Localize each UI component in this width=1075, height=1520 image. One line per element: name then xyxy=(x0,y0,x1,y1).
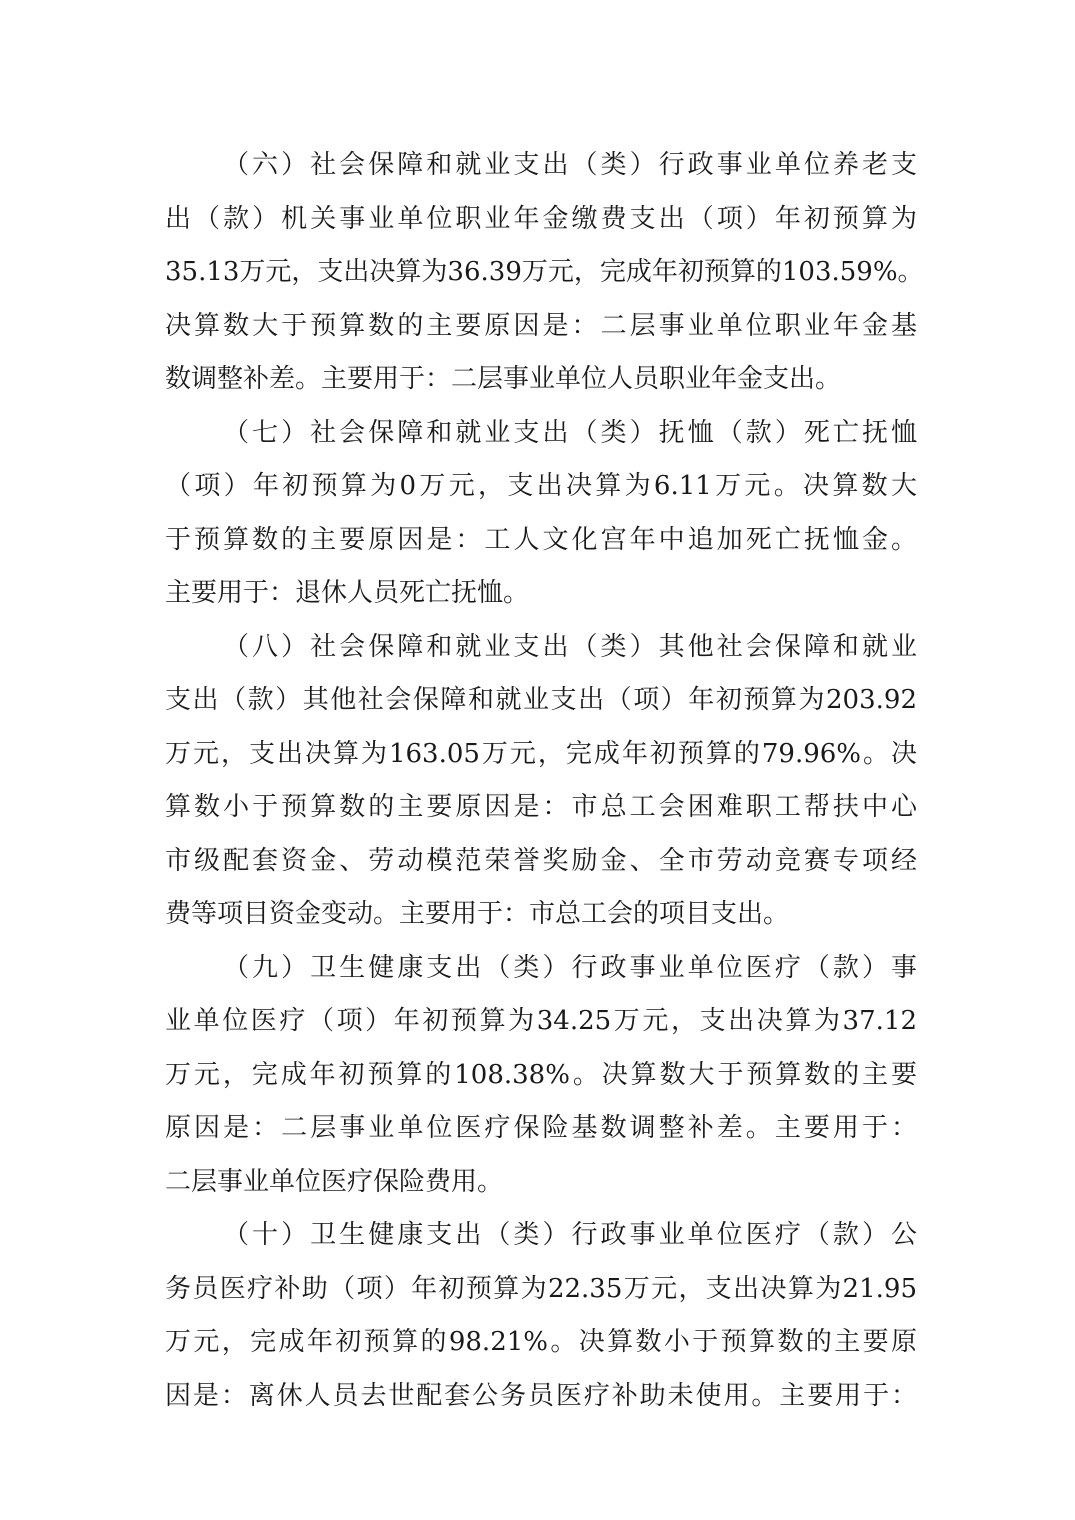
text-line: 万元，完成年初预算的98.21%。决算数小于预算数的主要原 xyxy=(165,1327,917,1357)
paragraph-section-9 xyxy=(165,942,917,1210)
text-line: （六）社会保障和就业支出（类）行政事业单位养老支 xyxy=(223,150,917,180)
text-line: 万元，完成年初预算的108.38%。决算数大于预算数的主要 xyxy=(165,1059,917,1090)
text-line: 支出（款）其他社会保障和就业支出（项）年初预算为203.92 xyxy=(165,685,917,715)
text-line: （项）年初预算为0万元，支出决算为6.11万元。决算数大 xyxy=(165,471,917,501)
text-line: 务员医疗补助（项）年初预算为22.35万元，支出决算为21.95 xyxy=(165,1273,917,1304)
text-line: 35.13万元，支出决算为36.39万元，完成年初预算的103.59%。 xyxy=(165,257,924,287)
text-line: 费等项目资金变动。主要用于：市总工会的项目支出。 xyxy=(165,899,790,929)
paragraph-section-10 xyxy=(165,1209,917,1423)
text-line: 因是：离休人员去世配套公务员医疗补助未使用。主要用于： xyxy=(165,1380,917,1411)
text-line: 主要用于：退休人员死亡抚恤。 xyxy=(165,578,530,608)
paragraph-section-6 xyxy=(165,139,924,407)
text-line: 决算数大于预算数的主要原因是：二层事业单位职业年金基 xyxy=(165,310,917,341)
text-line: 出（款）机关事业单位职业年金缴费支出（项）年初预算为 xyxy=(165,203,917,234)
text-line: 市级配套资金、劳动模范荣誉奖励金、全市劳动竞赛专项经 xyxy=(165,845,917,876)
text-line: 原因是：二层事业单位医疗保险基数调整补差。主要用于： xyxy=(165,1113,917,1143)
text-line: （七）社会保障和就业支出（类）抚恤（款）死亡抚恤 xyxy=(223,417,917,448)
paragraph-section-7 xyxy=(165,407,917,621)
text-line: （十）卫生健康支出（类）行政事业单位医疗（款）公 xyxy=(223,1220,917,1250)
text-line: （九）卫生健康支出（类）行政事业单位医疗（款）事 xyxy=(223,952,917,983)
text-line: 二层事业单位医疗保险费用。 xyxy=(165,1166,504,1197)
text-line: 算数小于预算数的主要原因是：市总工会困难职工帮扶中心 xyxy=(165,792,917,822)
paragraph-section-8 xyxy=(165,621,917,942)
text-line: 数调整补差。主要用于：二层事业单位人员职业年金支出。 xyxy=(165,364,842,394)
text-line: （八）社会保障和就业支出（类）其他社会保障和就业 xyxy=(223,631,917,662)
text-line: 业单位医疗（项）年初预算为34.25万元，支出决算为37.12 xyxy=(165,1006,917,1036)
document-body xyxy=(165,139,924,1423)
text-line: 于预算数的主要原因是：工人文化宫年中追加死亡抚恤金。 xyxy=(165,524,917,555)
text-line: 万元，支出决算为163.05万元，完成年初预算的79.96%。决 xyxy=(165,738,917,769)
